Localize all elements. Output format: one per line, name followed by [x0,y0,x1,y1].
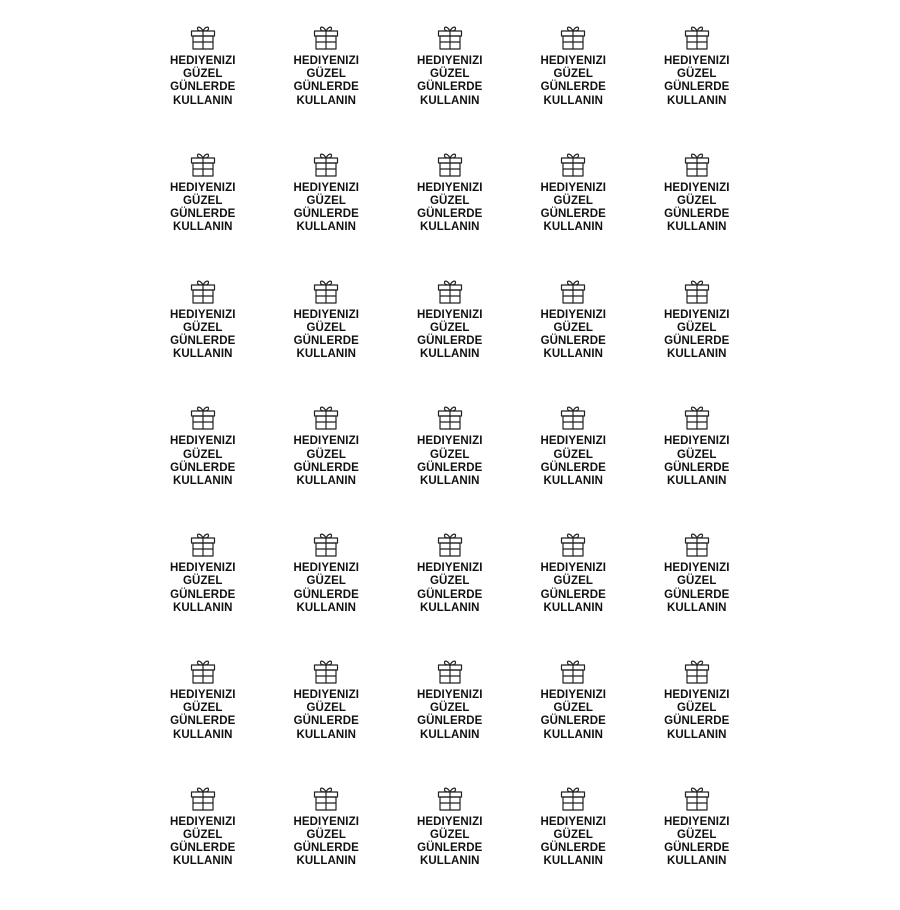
sticker [635,783,759,910]
caption-line-1: HEDIYENIZI [663,55,730,67]
sticker [141,22,265,149]
caption-line-2: GÜZEL [553,321,593,334]
caption-line-4: KULLANIN [666,728,727,741]
sticker-caption [293,562,359,615]
sticker [388,656,512,783]
gift-icon [558,402,588,432]
caption-line-2: GÜZEL [553,448,593,461]
caption-line-4: KULLANIN [172,728,233,741]
caption-line-3: GÜNLERDE [293,588,359,601]
caption-line-1: HEDIYENIZI [293,435,360,448]
caption-line-3: GÜNLERDE [664,842,730,855]
caption-line-1: HEDIYENIZI [169,688,236,701]
caption-line-2: GÜZEL [677,575,717,588]
sticker-caption [170,689,236,742]
caption-line-3: GÜNLERDE [170,715,236,728]
caption-line-3: GÜNLERDE [540,208,606,221]
sticker-caption [540,435,606,488]
caption-line-1: HEDIYENIZI [540,815,607,828]
caption-line-3: GÜNLERDE [417,81,483,94]
caption-line-1: HEDIYENIZI [663,688,730,701]
caption-line-3: GÜNLERDE [664,715,730,728]
caption-line-1: HEDIYENIZI [169,55,236,67]
caption-line-1: HEDIYENIZI [293,55,360,67]
caption-line-2: GÜZEL [183,321,223,334]
gift-icon [682,402,712,432]
sticker-caption [540,816,606,869]
caption-line-1: HEDIYENIZI [540,55,607,67]
gift-icon [682,276,712,306]
caption-line-4: KULLANIN [666,94,727,107]
caption-line-1: HEDIYENIZI [416,181,483,194]
sticker-caption [664,309,730,362]
caption-line-1: HEDIYENIZI [540,688,607,701]
sticker [635,656,759,783]
caption-line-4: KULLANIN [296,221,357,234]
sticker-caption [417,309,483,362]
caption-line-3: GÜNLERDE [540,461,606,474]
caption-line-1: HEDIYENIZI [663,308,730,321]
sticker-caption [664,55,730,108]
caption-line-4: KULLANIN [666,601,727,614]
sticker-grid [141,22,759,910]
caption-line-3: GÜNLERDE [170,81,236,94]
caption-line-4: KULLANIN [172,601,233,614]
caption-line-1: HEDIYENIZI [293,562,360,575]
gift-icon [188,656,218,686]
caption-line-3: GÜNLERDE [293,461,359,474]
caption-line-3: GÜNLERDE [540,335,606,347]
sticker-caption [540,182,606,235]
gift-icon [435,402,465,432]
gift-icon [435,783,465,813]
gift-icon [682,783,712,813]
caption-line-1: HEDIYENIZI [416,435,483,448]
sticker-caption [664,435,730,488]
caption-line-3: GÜNLERDE [540,715,606,728]
sticker [635,149,759,276]
sticker-caption [540,309,606,362]
sticker [388,276,512,403]
caption-line-3: GÜNLERDE [664,335,730,347]
caption-line-2: GÜZEL [553,68,593,81]
caption-line-3: GÜNLERDE [664,81,730,94]
sticker [388,529,512,656]
caption-line-3: GÜNLERDE [170,335,236,347]
caption-line-2: GÜZEL [677,321,717,334]
gift-icon [435,276,465,306]
caption-line-4: KULLANIN [543,475,604,487]
caption-line-2: GÜZEL [183,448,223,461]
sticker [635,529,759,656]
sticker [265,783,389,910]
sticker-caption [664,562,730,615]
sticker-caption [417,816,483,869]
gift-icon [311,22,341,52]
caption-line-2: GÜZEL [430,68,470,81]
caption-line-2: GÜZEL [430,828,470,841]
caption-line-4: KULLANIN [296,475,357,487]
gift-icon [435,22,465,52]
gift-icon [435,656,465,686]
sticker [512,22,636,149]
sticker-caption [417,182,483,235]
caption-line-4: KULLANIN [543,601,604,614]
caption-line-3: GÜNLERDE [293,715,359,728]
caption-line-2: GÜZEL [553,195,593,207]
caption-line-1: HEDIYENIZI [416,815,483,828]
sticker [512,656,636,783]
sticker-caption [417,562,483,615]
caption-line-4: KULLANIN [419,94,480,107]
gift-icon [311,402,341,432]
caption-line-1: HEDIYENIZI [663,181,730,194]
caption-line-3: GÜNLERDE [417,461,483,474]
sticker [635,402,759,529]
caption-line-3: GÜNLERDE [540,588,606,601]
caption-line-1: HEDIYENIZI [540,308,607,321]
caption-line-2: GÜZEL [553,575,593,588]
sticker [635,276,759,403]
caption-line-3: GÜNLERDE [664,588,730,601]
gift-icon [188,529,218,559]
caption-line-3: GÜNLERDE [417,842,483,855]
caption-line-1: HEDIYENIZI [540,562,607,575]
sticker-caption [664,689,730,742]
caption-line-1: HEDIYENIZI [416,562,483,575]
sticker-caption [293,55,359,108]
caption-line-3: GÜNLERDE [170,461,236,474]
caption-line-2: GÜZEL [183,195,223,207]
sticker [265,22,389,149]
caption-line-4: KULLANIN [543,728,604,741]
caption-line-4: KULLANIN [419,601,480,614]
caption-line-4: KULLANIN [296,94,357,107]
caption-line-2: GÜZEL [306,321,346,334]
sticker-caption [293,816,359,869]
caption-line-3: GÜNLERDE [417,715,483,728]
sticker-caption [664,182,730,235]
caption-line-2: GÜZEL [183,702,223,715]
caption-line-1: HEDIYENIZI [169,435,236,448]
caption-line-3: GÜNLERDE [417,208,483,221]
gift-icon [558,149,588,179]
caption-line-4: KULLANIN [419,728,480,741]
sticker [512,529,636,656]
sticker-caption [170,182,236,235]
caption-line-2: GÜZEL [430,195,470,207]
gift-icon [188,783,218,813]
caption-line-2: GÜZEL [553,828,593,841]
caption-line-3: GÜNLERDE [540,81,606,94]
sticker-caption [170,55,236,108]
sticker [388,22,512,149]
sticker-caption [170,562,236,615]
sticker-caption [540,689,606,742]
caption-line-4: KULLANIN [172,221,233,234]
caption-line-3: GÜNLERDE [170,588,236,601]
gift-icon [188,22,218,52]
caption-line-2: GÜZEL [430,448,470,461]
caption-line-1: HEDIYENIZI [416,308,483,321]
caption-line-1: HEDIYENIZI [169,815,236,828]
caption-line-3: GÜNLERDE [664,461,730,474]
caption-line-1: HEDIYENIZI [293,688,360,701]
sticker [265,276,389,403]
caption-line-2: GÜZEL [430,575,470,588]
caption-line-2: GÜZEL [183,828,223,841]
sticker-caption [664,816,730,869]
caption-line-2: GÜZEL [306,702,346,715]
gift-icon [311,529,341,559]
sticker-caption [293,689,359,742]
sticker [388,402,512,529]
caption-line-3: GÜNLERDE [540,842,606,855]
caption-line-4: KULLANIN [172,348,233,361]
sticker [265,656,389,783]
caption-line-1: HEDIYENIZI [540,181,607,194]
sticker [265,529,389,656]
caption-line-2: GÜZEL [183,575,223,588]
sticker [388,783,512,910]
caption-line-2: GÜZEL [677,448,717,461]
gift-icon [311,656,341,686]
caption-line-4: KULLANIN [296,728,357,741]
caption-line-3: GÜNLERDE [417,335,483,347]
sticker [265,402,389,529]
caption-line-4: KULLANIN [543,221,604,234]
sticker [512,402,636,529]
sticker [141,149,265,276]
gift-icon [188,276,218,306]
caption-line-4: KULLANIN [172,855,233,868]
sticker-caption [293,309,359,362]
caption-line-2: GÜZEL [430,702,470,715]
caption-line-4: KULLANIN [666,221,727,234]
caption-line-4: KULLANIN [543,855,604,868]
gift-icon [682,656,712,686]
sticker [141,656,265,783]
gift-icon [311,149,341,179]
caption-line-1: HEDIYENIZI [663,562,730,575]
gift-icon [188,402,218,432]
caption-line-4: KULLANIN [419,475,480,487]
caption-line-1: HEDIYENIZI [169,562,236,575]
sticker [141,529,265,656]
sticker-caption [417,435,483,488]
sticker [512,276,636,403]
sticker-caption [293,435,359,488]
caption-line-4: KULLANIN [419,855,480,868]
caption-line-4: KULLANIN [543,94,604,107]
gift-icon [558,783,588,813]
sticker [635,22,759,149]
caption-line-3: GÜNLERDE [664,208,730,221]
caption-line-4: KULLANIN [666,475,727,487]
caption-line-1: HEDIYENIZI [169,181,236,194]
caption-line-1: HEDIYENIZI [663,815,730,828]
caption-line-1: HEDIYENIZI [540,435,607,448]
caption-line-4: KULLANIN [172,94,233,107]
sticker-caption [417,55,483,108]
sticker-caption [170,816,236,869]
gift-icon [311,783,341,813]
sticker [388,149,512,276]
caption-line-2: GÜZEL [677,68,717,81]
caption-line-1: HEDIYENIZI [416,55,483,67]
sticker-caption [293,182,359,235]
caption-line-2: GÜZEL [183,68,223,81]
caption-line-3: GÜNLERDE [293,335,359,347]
caption-line-4: KULLANIN [296,601,357,614]
caption-line-2: GÜZEL [430,321,470,334]
caption-line-1: HEDIYENIZI [293,815,360,828]
gift-icon [682,149,712,179]
sticker-caption [417,689,483,742]
caption-line-3: GÜNLERDE [293,842,359,855]
gift-icon [435,149,465,179]
caption-line-2: GÜZEL [553,702,593,715]
caption-line-2: GÜZEL [306,448,346,461]
sticker [512,783,636,910]
gift-icon [435,529,465,559]
sticker-caption [540,55,606,108]
gift-icon [558,276,588,306]
caption-line-1: HEDIYENIZI [416,688,483,701]
caption-line-3: GÜNLERDE [417,588,483,601]
sticker [141,276,265,403]
caption-line-4: KULLANIN [666,348,727,361]
caption-line-4: KULLANIN [419,221,480,234]
gift-icon [682,529,712,559]
caption-line-2: GÜZEL [306,828,346,841]
sticker [141,783,265,910]
caption-line-1: HEDIYENIZI [293,181,360,194]
gift-icon [558,529,588,559]
caption-line-3: GÜNLERDE [293,81,359,94]
caption-line-4: KULLANIN [666,855,727,868]
caption-line-2: GÜZEL [677,195,717,207]
caption-line-1: HEDIYENIZI [663,435,730,448]
caption-line-3: GÜNLERDE [170,842,236,855]
sticker [141,402,265,529]
caption-line-2: GÜZEL [306,195,346,207]
sticker [512,149,636,276]
gift-icon [558,22,588,52]
sticker [265,149,389,276]
gift-icon [311,276,341,306]
gift-icon [188,149,218,179]
caption-line-4: KULLANIN [296,348,357,361]
caption-line-3: GÜNLERDE [293,208,359,221]
caption-line-4: KULLANIN [543,348,604,361]
caption-line-4: KULLANIN [172,475,233,487]
sticker-caption [170,435,236,488]
caption-line-3: GÜNLERDE [170,208,236,221]
caption-line-1: HEDIYENIZI [293,308,360,321]
gift-icon [558,656,588,686]
gift-icon [682,22,712,52]
caption-line-4: KULLANIN [419,348,480,361]
sticker-caption [540,562,606,615]
caption-line-4: KULLANIN [296,855,357,868]
caption-line-2: GÜZEL [306,575,346,588]
caption-line-2: GÜZEL [306,68,346,81]
caption-line-1: HEDIYENIZI [169,308,236,321]
caption-line-2: GÜZEL [677,828,717,841]
sticker-caption [170,309,236,362]
caption-line-2: GÜZEL [677,702,717,715]
